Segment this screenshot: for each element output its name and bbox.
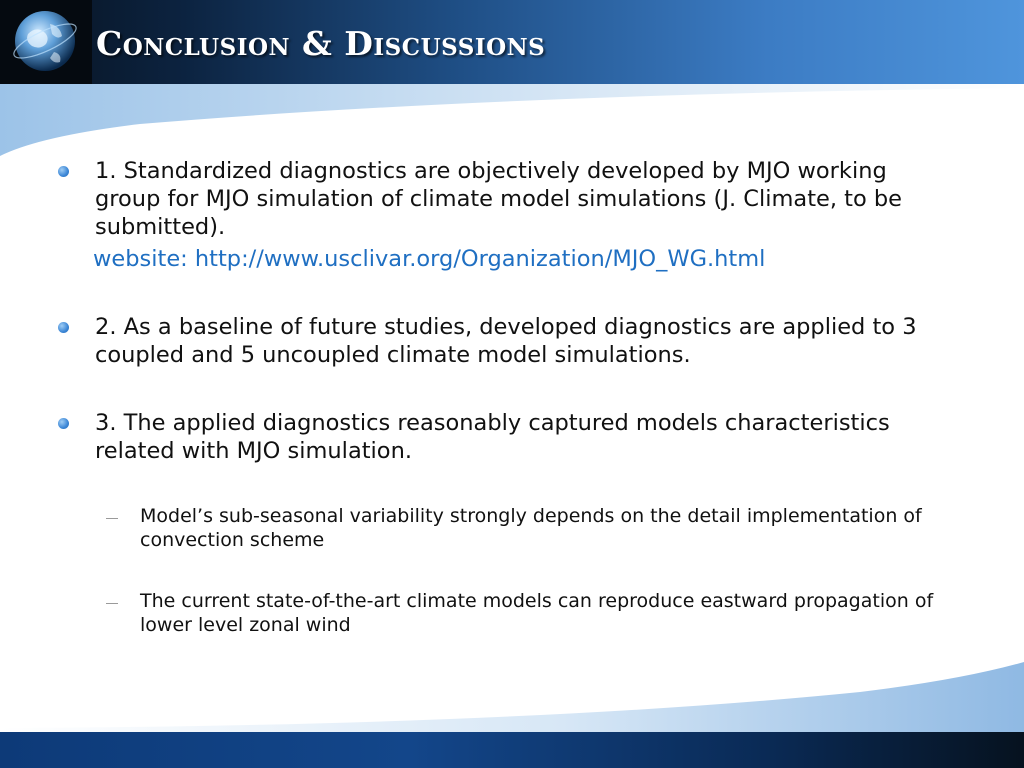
bullet-3-text: 3. The applied diagnostics reasonably captured models characteristics related with MJO simulation.: [95, 410, 890, 464]
dash-icon: [106, 603, 118, 604]
dash-icon: [106, 518, 118, 519]
sub-bullet-2-text: The current state-of-the-art climate models can reproduce eastward propagation of lower level zonal wind: [140, 590, 934, 636]
sub-bullet-1-text: Model’s sub-seasonal variability strongly depends on the detail implementation of convection scheme: [140, 505, 922, 551]
bullet-1-text: 1. Standardized diagnostics are objectively developed by MJO working group for MJO simulation of climate model simulations (J. Climate, to be submitted).: [95, 158, 903, 240]
slide-title: Conclusion & Discussions: [96, 24, 546, 63]
bullet-icon: [58, 166, 69, 177]
bullet-icon: [58, 322, 69, 333]
bullet-2-text: 2. As a baseline of future studies, developed diagnostics are applied to 3 coupled and 5 uncoupled climate model simulations.: [95, 314, 917, 368]
website-link[interactable]: website: http://www.usclivar.org/Organization/MJO_WG.html: [93, 246, 766, 272]
bullet-icon: [58, 418, 69, 429]
